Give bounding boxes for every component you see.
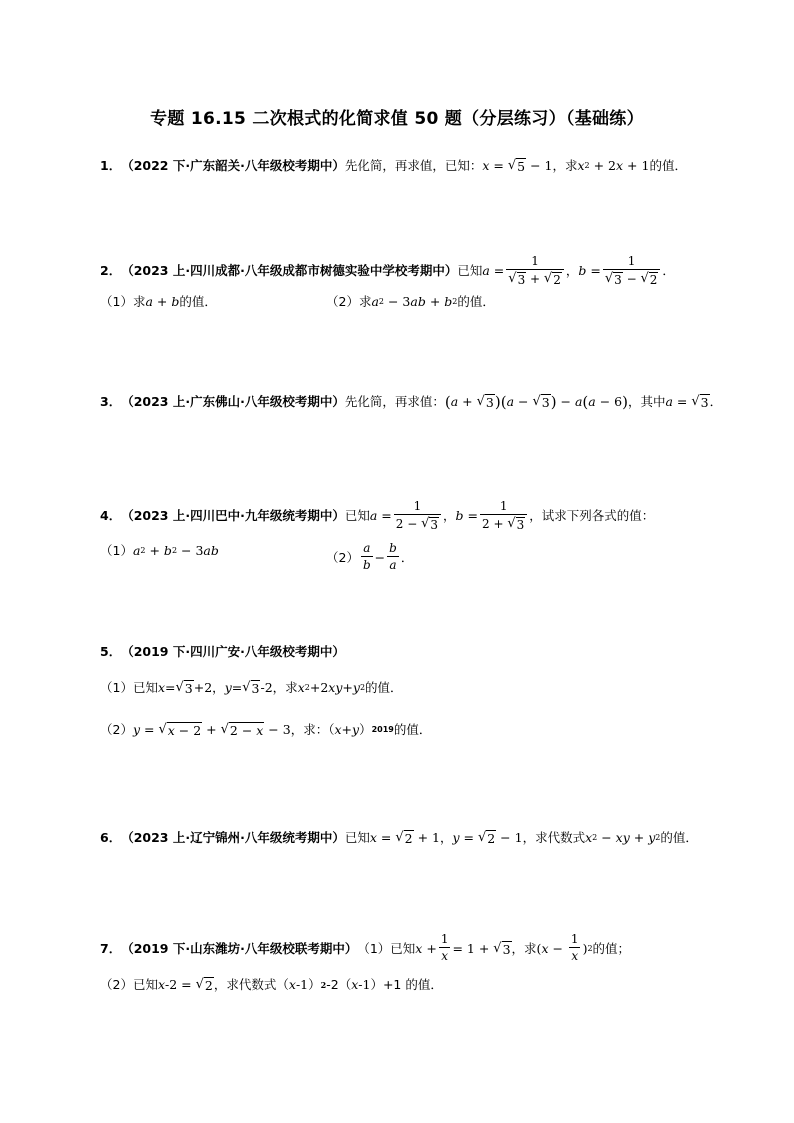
question-number: 3．	[100, 394, 122, 409]
question-number: 1．	[100, 158, 122, 173]
question-number: 2．	[100, 263, 122, 278]
fraction: $\frac{1}{x}$	[570, 932, 579, 963]
question-number: 7．	[100, 940, 122, 956]
question-4-part-1: （1） a 2 + b 2 − 3 ab	[100, 543, 219, 558]
question-source: （2023 上·广东佛山·八年级校考期中）	[121, 394, 345, 409]
fraction: 1 2 − √ 3	[394, 499, 441, 533]
question-number: 5．	[100, 644, 122, 659]
question-5	[100, 642, 345, 662]
question-7: 7． （2019 下·山东潍坊·八年级校联考期中） （1）已知 x + $\frac{1}{x}$ = 1 + √ 3 ，求 ( x − $\frac{1}{x}$ ) 2 的值；	[100, 932, 631, 963]
question-text: 先化简，再求值，已知：	[344, 158, 483, 173]
question-source: （2023 上·四川巴中·九年级统考期中）	[121, 508, 345, 523]
question-5-part-2: （2） y = √ x − 2 + √ 2 − x − 3 ，求：（ x + y ） 2019 的值．	[100, 722, 432, 738]
question-source: （2022 下·广东韶关·八年级校考期中）	[121, 158, 345, 173]
question-source: （2023 上·四川成都·八年级成都市树德实验中学校考期中）	[121, 263, 458, 278]
question-number: 6．	[100, 830, 122, 845]
fraction: $\frac{1}{x}$	[440, 932, 449, 963]
question-source: （2019 下·四川广安·八年级校考期中）	[121, 644, 345, 659]
math-expression: x	[482, 158, 490, 173]
question-3: 3． （2023 上·广东佛山·八年级校考期中） 先化简，再求值： ( a + √ 3 )( a − √ 3 ) − a ( a − 6 ) ，其中 a = √ 3 ．	[100, 393, 723, 411]
fraction: $\frac{a}{b}$	[362, 541, 371, 572]
question-2-part-2: （2）求 a 2 − 3 ab + b 2 的值．	[326, 294, 495, 309]
question-1: 1． （2022 下·广东韶关·八年级校考期中） 先化简，再求值，已知： x = √ 5 − 1 ，求 x 2 + 2 x + 1 的值．	[100, 158, 687, 174]
question-5-part-1: （1）已知 x = √ 3 +2， y = √ 3 -2 ，求 x 2 +2 xy + y 2 的值．	[100, 680, 403, 696]
fraction: $\frac{b}{a}$	[389, 541, 397, 572]
question-7-part-2: （2）已知 x -2 = √ 2 ，求代数式（ x -1 ） 2 -2（ x -1 ）+1 的值．	[100, 977, 443, 993]
fraction: 1 2 + √ 3	[480, 499, 527, 533]
question-2-part-1: （1）求 a + b 的值．	[100, 294, 217, 309]
question-6: 6． （2023 上·辽宁锦州·八年级统考期中） 已知 x = √ 2 + 1， y = √ 2 − 1 ，求代数式 x 2 − xy + y 2 的值．	[100, 830, 698, 846]
question-4-part-2: （2） $\frac{a}{b}$ − $\frac{b}{a}$ ．	[326, 541, 414, 572]
question-4: 4． （2023 上·四川巴中·九年级统考期中） 已知 a = 1 2 − √ 3 ， b = 1 2 + √ 3 ，试求下列各式的值：	[100, 499, 655, 532]
question-2: 2． （2023 上·四川成都·八年级成都市树德实验中学校考期中） 已知 a = 1 √ 3 + √ 2 ， b = 1 √ 3 − √ 2 ．	[100, 254, 675, 287]
fraction: 1 √ 3 − √ 2	[603, 254, 661, 288]
fraction: 1 √ 3 + √ 2	[506, 254, 564, 288]
question-source: （2019 下·山东潍坊·八年级校联考期中）	[121, 940, 358, 956]
question-source: （2023 上·辽宁锦州·八年级统考期中）	[121, 830, 345, 845]
question-number: 4．	[100, 508, 122, 523]
math-expression: x	[577, 158, 585, 173]
sqrt-expression: √ 5	[507, 158, 526, 174]
page-title: 专题 16.15 二次根式的化简求值 50 题（分层练习）（基础练）	[150, 109, 644, 129]
